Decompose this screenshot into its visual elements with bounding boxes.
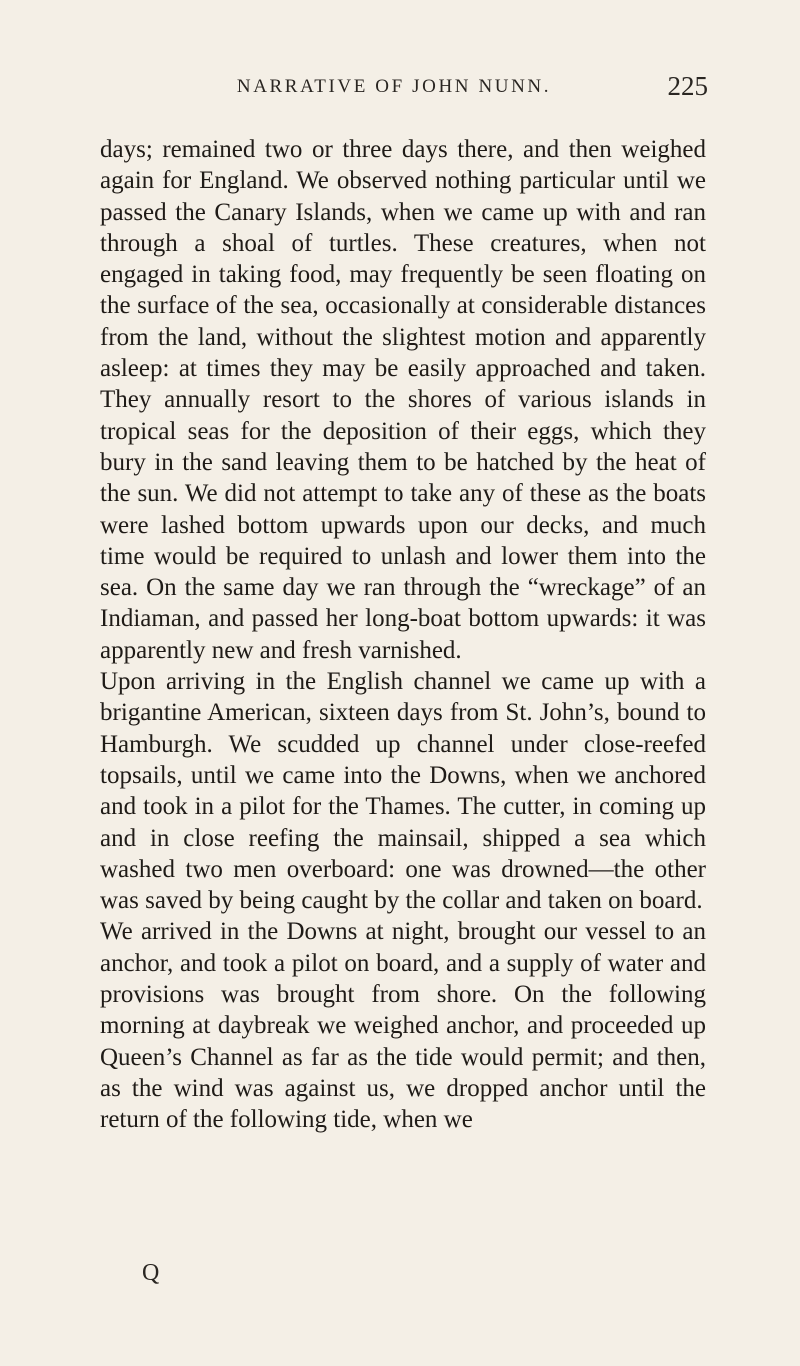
paragraph-1: days; remained two or three days there, and then weighed again for England. We observed nothing particular until we passed the Canary Islands, when we came up with and ran through a shoal of turtles. These creatures, when not engaged in taking food, may frequently be seen floating on the surface of the sea, occasionally at considerable distances from the land, without the slightest motion and apparently asleep: at times they may be easily approached and taken. They annually resort to the shores of various islands in tropical seas for the deposition of their eggs, which they bury in the sand leaving them to be hatched by the heat of the sun. We did not attempt to take any of these as the boats were lashed bottom upwards upon our decks, and much time would be required to unlash and lower them into the sea. On the same day we ran through the “wreckage” of an Indiaman, and passed her long-boat bottom upwards: it was apparently new and fresh varnished. bbox=[100, 136, 706, 664]
body-text bbox=[100, 134, 706, 1136]
page-number: 225 bbox=[667, 71, 708, 101]
running-head bbox=[100, 71, 708, 106]
running-title: NARRATIVE OF JOHN NUNN. bbox=[236, 76, 552, 97]
paragraph-2: Upon arriving in the English channel we came up with a brigantine American, sixteen days from St. John’s, bound to Hamburgh. We scudded up channel under close-reefed topsails, until we came into the Downs, when we anchored and took in a pilot for the Thames. The cutter, in coming up and in close reefing the mainsail, shipped a sea which washed two men overboard: one was drowned—the other was saved by being caught by the collar and taken on board. bbox=[100, 668, 706, 915]
signature-mark: Q bbox=[142, 1260, 160, 1286]
paragraph-3: We arrived in the Downs at night, brought our vessel to an anchor, and took a pilot on board, and a supply of water and provisions was brought from shore. On the following morning at daybreak we weighed anchor, and proceeded up Queen’s Channel as far as the tide would permit; and then, as the wind was against us, we dropped anchor until the return of the following tide, when we bbox=[100, 918, 706, 1134]
